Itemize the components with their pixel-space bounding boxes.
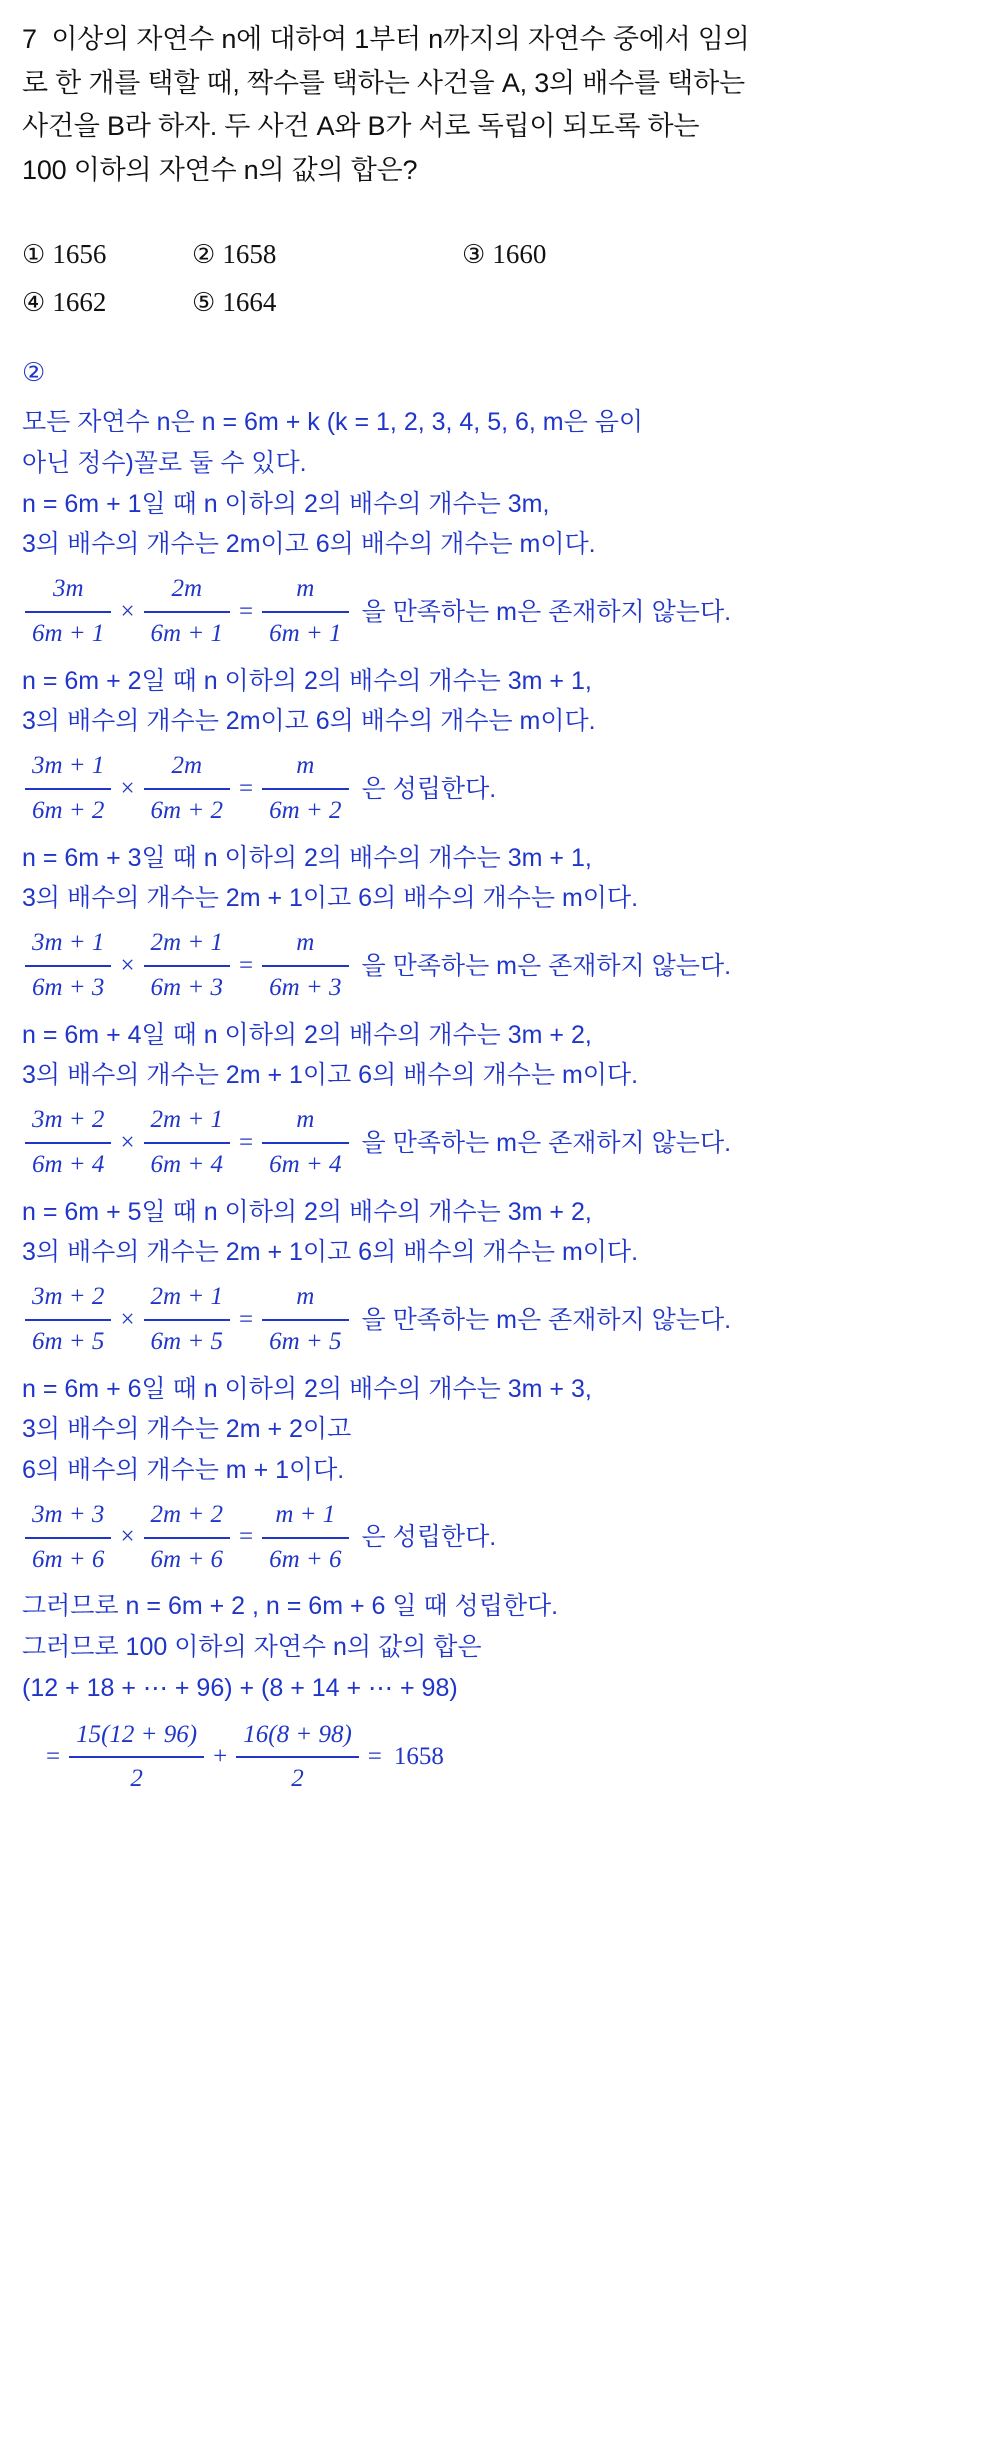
choice-list	[22, 239, 965, 339]
case-1-fraction-3-numerator: m	[296, 575, 315, 603]
question-line-2: 로 한 개를 택할 때, 짝수를 택하는 사건을 A, 3의 배수를 택하는	[22, 67, 745, 98]
multiply-sign: ×	[120, 597, 135, 625]
case-2-fraction-3-numerator: m	[296, 752, 315, 780]
case-4-fraction-2-numerator: 2m + 1	[150, 1106, 223, 1134]
choice-3[interactable]	[462, 239, 546, 270]
choice-1[interactable]	[22, 239, 106, 270]
case-4-equation	[22, 1101, 965, 1185]
case-3-conclusion: 을 만족하는 m은 존재하지 않는다.	[361, 951, 732, 980]
equals-sign: =	[238, 951, 254, 979]
case-2-fraction-1-numerator: 3m + 1	[32, 752, 105, 780]
case-1-fraction-1-numerator: 3m	[52, 575, 84, 603]
case-5-fraction-1	[25, 1278, 111, 1362]
case-3-fraction-1	[25, 924, 111, 1008]
equals-sign: =	[238, 1523, 254, 1551]
choice-3-mark: ③	[462, 239, 486, 270]
case-6-fraction-2-denominator: 6m + 6	[150, 1545, 223, 1573]
choice-5[interactable]	[192, 287, 276, 318]
case-6-fraction-3-denominator: 6m + 6	[269, 1545, 342, 1573]
case-6-fraction-3-numerator: m + 1	[275, 1500, 336, 1528]
case-2-equation	[22, 747, 965, 831]
case-2-fraction-1	[25, 747, 111, 831]
case-5-fraction-1-numerator: 3m + 2	[32, 1283, 105, 1311]
choice-1-value: 1656	[52, 238, 107, 269]
choice-5-value: 1664	[222, 286, 277, 317]
case-5-line-2: 3의 배수의 개수는 2m + 1이고 6의 배수의 개수는 m이다.	[22, 1238, 639, 1267]
multiply-sign: ×	[120, 951, 135, 979]
multiply-sign: ×	[120, 1128, 135, 1156]
case-3-fraction-3	[262, 924, 348, 1008]
final-fraction-2-denominator: 2	[291, 1765, 304, 1793]
case-3-fraction-2	[144, 924, 230, 1008]
case-4-fraction-2	[144, 1101, 230, 1185]
case-1-line-1: n = 6m + 1일 때 n 이하의 2의 배수의 개수는 3m,	[22, 489, 550, 518]
question-line-3: 사건을 B라 하자. 두 사건 A와 B가 서로 독립이 되도록 하는	[22, 111, 700, 142]
final-fraction-2-numerator: 16(8 + 98)	[243, 1720, 352, 1748]
case-3-fraction-1-denominator: 6m + 3	[32, 973, 105, 1001]
case-4-fraction-1	[25, 1101, 111, 1185]
case-2-fraction-2-denominator: 6m + 2	[150, 796, 223, 824]
case-4-line-1: n = 6m + 4일 때 n 이하의 2의 배수의 개수는 3m + 2,	[22, 1020, 592, 1049]
case-5-equation	[22, 1278, 965, 1362]
closing-line-3: (12 + 18 + ⋯ + 96) + (8 + 14 + ⋯ + 98)	[22, 1673, 458, 1702]
choice-2-value: 1658	[222, 238, 277, 269]
question-line-4: 100 이하의 자연수 n의 값의 합은?	[22, 155, 418, 186]
case-4-fraction-2-denominator: 6m + 4	[150, 1150, 223, 1178]
case-1-fraction-3	[262, 570, 348, 654]
case-3-fraction-2-denominator: 6m + 3	[150, 973, 223, 1001]
case-5-line-1: n = 6m + 5일 때 n 이하의 2의 배수의 개수는 3m + 2,	[22, 1197, 592, 1226]
final-equation	[22, 1716, 965, 1800]
case-1-fraction-2	[144, 570, 230, 654]
case-4-conclusion: 을 만족하는 m은 존재하지 않는다.	[361, 1128, 732, 1157]
case-5-fraction-2-numerator: 2m + 1	[150, 1283, 223, 1311]
case-4-fraction-3-numerator: m	[296, 1106, 315, 1134]
case-4-fraction-1-denominator: 6m + 4	[32, 1150, 105, 1178]
equals-sign: =	[238, 1128, 254, 1156]
final-fraction-2	[236, 1716, 359, 1800]
case-3-line-1: n = 6m + 3일 때 n 이하의 2의 배수의 개수는 3m + 1,	[22, 843, 592, 872]
case-2-fraction-3	[262, 747, 348, 831]
plus-sign: +	[213, 1743, 228, 1771]
solution-intro-line-2: 아닌 정수)꼴로 둘 수 있다.	[22, 448, 307, 477]
choice-2[interactable]	[192, 239, 276, 270]
case-4-fraction-3	[262, 1101, 348, 1185]
equals-sign: =	[238, 774, 254, 802]
solution-intro-line-1: 모든 자연수 n은 n = 6m + k (k = 1, 2, 3, 4, 5, 6, m은 음이	[22, 408, 644, 437]
case-5-fraction-1-denominator: 6m + 5	[32, 1327, 105, 1355]
case-4-fraction-3-denominator: 6m + 4	[269, 1150, 342, 1178]
closing-line-2: 그러므로 100 이하의 자연수 n의 값의 합은	[22, 1633, 482, 1662]
case-1-line-2: 3의 배수의 개수는 2m이고 6의 배수의 개수는 m이다.	[22, 530, 596, 559]
case-3-fraction-1-numerator: 3m + 1	[32, 929, 105, 957]
case-6-fraction-2	[144, 1496, 230, 1580]
case-5-fraction-2	[144, 1278, 230, 1362]
case-3-line-2: 3의 배수의 개수는 2m + 1이고 6의 배수의 개수는 m이다.	[22, 884, 639, 913]
final-equals-sign-left: =	[46, 1743, 61, 1771]
equals-sign: =	[238, 597, 254, 625]
equals-sign: =	[238, 1305, 254, 1333]
final-fraction-1-numerator: 15(12 + 96)	[76, 1720, 198, 1748]
case-3-fraction-2-numerator: 2m + 1	[150, 929, 223, 957]
final-fraction-1-denominator: 2	[130, 1765, 143, 1793]
choice-4[interactable]	[22, 287, 106, 318]
case-6-line-3: 6의 배수의 개수는 m + 1이다.	[22, 1456, 345, 1485]
multiply-sign: ×	[120, 774, 135, 802]
final-result: 1658	[393, 1743, 444, 1771]
case-1-fraction-1	[25, 570, 111, 654]
case-2-conclusion: 은 성립한다.	[361, 774, 497, 803]
case-2-fraction-2-numerator: 2m	[171, 752, 203, 780]
final-fraction-1	[69, 1716, 204, 1800]
case-6-line-2: 3의 배수의 개수는 2m + 2이고	[22, 1415, 352, 1444]
case-6-equation	[22, 1496, 965, 1580]
choice-3-value: 1660	[492, 238, 547, 269]
case-2-fraction-3-denominator: 6m + 2	[269, 796, 342, 824]
case-1-equation	[22, 570, 965, 654]
case-6-fraction-1-denominator: 6m + 6	[32, 1545, 105, 1573]
case-4-line-2: 3의 배수의 개수는 2m + 1이고 6의 배수의 개수는 m이다.	[22, 1061, 639, 1090]
case-5-fraction-3-denominator: 6m + 5	[269, 1327, 342, 1355]
case-5-fraction-3	[262, 1278, 348, 1362]
case-6-fraction-1	[25, 1496, 111, 1580]
case-3-fraction-3-denominator: 6m + 3	[269, 973, 342, 1001]
solution-block	[22, 353, 965, 1799]
case-6-fraction-1-numerator: 3m + 3	[32, 1500, 105, 1528]
case-2-fraction-2	[144, 747, 230, 831]
choice-1-mark: ①	[22, 239, 46, 270]
case-1-fraction-2-numerator: 2m	[171, 575, 203, 603]
case-5-fraction-3-numerator: m	[296, 1283, 315, 1311]
question-block	[22, 18, 965, 193]
choice-2-mark: ②	[192, 239, 216, 270]
case-3-equation	[22, 924, 965, 1008]
case-6-fraction-2-numerator: 2m + 2	[150, 1500, 223, 1528]
case-2-line-2: 3의 배수의 개수는 2m이고 6의 배수의 개수는 m이다.	[22, 707, 596, 736]
case-1-fraction-2-denominator: 6m + 1	[150, 619, 223, 647]
question-line-1: 7 이상의 자연수 n에 대하여 1부터 n까지의 자연수 중에서 임의	[22, 24, 750, 54]
case-6-line-1: n = 6m + 6일 때 n 이하의 2의 배수의 개수는 3m + 3,	[22, 1374, 592, 1403]
case-6-fraction-3	[262, 1496, 348, 1580]
choice-4-mark: ④	[22, 287, 46, 318]
case-4-fraction-1-numerator: 3m + 2	[32, 1106, 105, 1134]
case-5-conclusion: 을 만족하는 m은 존재하지 않는다.	[361, 1305, 732, 1334]
case-5-fraction-2-denominator: 6m + 5	[150, 1327, 223, 1355]
closing-line-1: 그러므로 n = 6m + 2 , n = 6m + 6 일 때 성립한다.	[22, 1592, 559, 1621]
case-3-fraction-3-numerator: m	[296, 929, 315, 957]
choice-5-mark: ⑤	[192, 287, 216, 318]
case-2-line-1: n = 6m + 2일 때 n 이하의 2의 배수의 개수는 3m + 1,	[22, 666, 592, 695]
case-2-fraction-1-denominator: 6m + 2	[32, 796, 105, 824]
case-1-fraction-1-denominator: 6m + 1	[32, 619, 105, 647]
choice-4-value: 1662	[52, 286, 107, 317]
case-6-conclusion: 은 성립한다.	[361, 1523, 497, 1552]
multiply-sign: ×	[120, 1305, 135, 1333]
case-1-conclusion: 을 만족하는 m은 존재하지 않는다.	[361, 597, 732, 626]
case-1-fraction-3-denominator: 6m + 1	[269, 619, 342, 647]
multiply-sign: ×	[120, 1523, 135, 1551]
final-equals-sign-right: =	[367, 1743, 382, 1771]
answer-mark: ②	[22, 357, 46, 388]
